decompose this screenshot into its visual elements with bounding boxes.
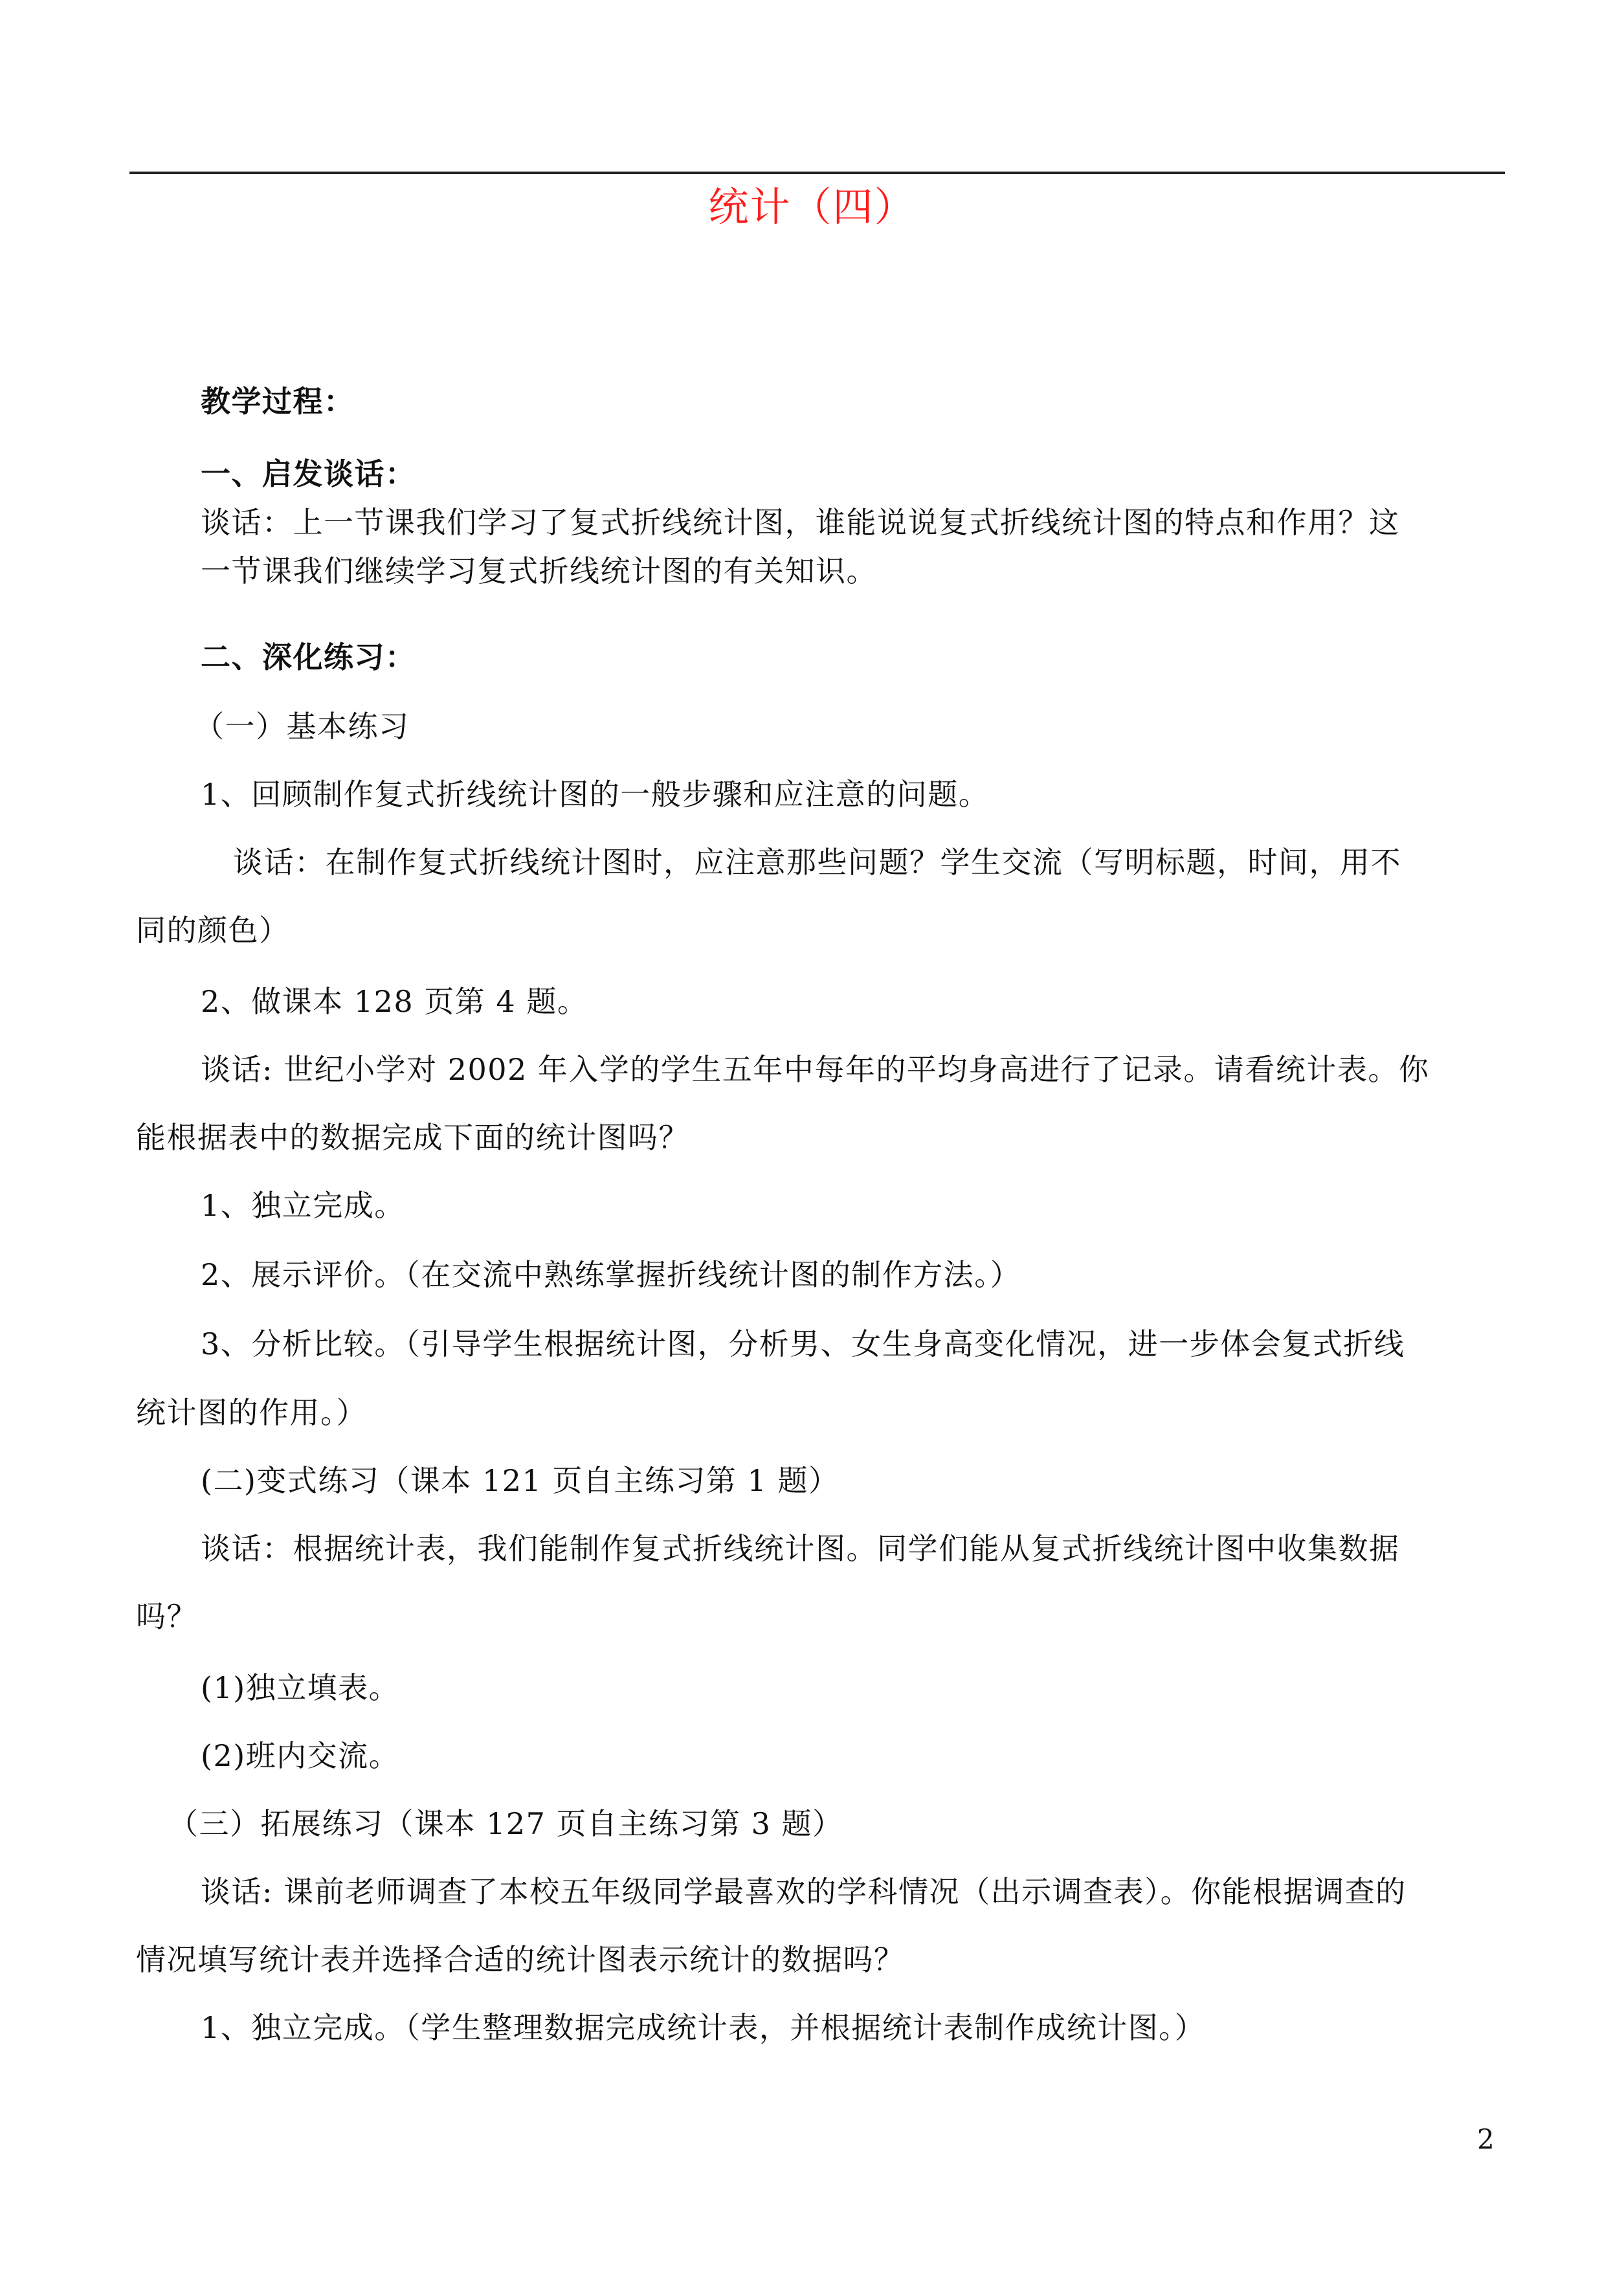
heading-teaching-process: 教学过程：	[201, 384, 355, 419]
paragraph-line: 3、分析比较。（引导学生根据统计图，分析男、女生身高变化情况，进一步体会复式折线	[201, 1326, 1405, 1361]
heading-section-two: 二、深化练习：	[201, 640, 416, 675]
page-number: 2	[1477, 2123, 1495, 2155]
paragraph-line: 2、展示评价。（在交流中熟练掌握折线统计图的制作方法。）	[201, 1257, 1021, 1292]
subheading-variant-practice: (二)变式练习（课本 121 页自主练习第 1 题）	[201, 1463, 840, 1498]
paragraph-line: 谈话：根据统计表，我们能制作复式折线统计图。同学们能从复式折线统计图中收集数据	[201, 1531, 1400, 1566]
paragraph-line: (2)班内交流。	[201, 1738, 400, 1773]
paragraph-line: (1)独立填表。	[201, 1670, 400, 1705]
paragraph-line: 谈话: 课前老师调查了本校五年级同学最喜欢的学科情况（出示调查表）。你能根据调查的	[201, 1874, 1407, 1909]
paragraph-line: 1、独立完成。（学生整理数据完成统计表，并根据统计表制作成统计图。）	[201, 2010, 1206, 2045]
paragraph-line: 谈话：上一节课我们学习了复式折线统计图，谁能说说复式折线统计图的特点和作用？这	[201, 505, 1400, 540]
heading-section-one: 一、启发谈话：	[201, 456, 416, 491]
paragraph-line: 能根据表中的数据完成下面的统计图吗？	[136, 1120, 689, 1155]
header-rule	[129, 172, 1505, 174]
subheading-basic-practice: （一）基本练习	[194, 709, 410, 744]
paragraph-line: 同的颜色）	[136, 913, 290, 948]
paragraph-line: 谈话：在制作复式折线统计图时，应注意那些问题？学生交流（写明标题，时间，用不	[233, 845, 1401, 880]
paragraph-line: 吗？	[136, 1599, 197, 1634]
paragraph-line: 情况填写统计表并选择合适的统计图表示统计的数据吗？	[136, 1942, 905, 1977]
paragraph-line: 1、回顾制作复式折线统计图的一般步骤和应注意的问题。	[201, 777, 990, 812]
subheading-extension-practice: （三）拓展练习（课本 127 页自主练习第 3 题）	[168, 1806, 843, 1841]
paragraph-line: 1、独立完成。	[201, 1188, 405, 1223]
paragraph-line: 谈话: 世纪小学对 2002 年入学的学生五年中每年的平均身高进行了记录。请看统计表。你	[201, 1052, 1430, 1087]
paragraph-line: 2、做课本 128 页第 4 题。	[201, 984, 588, 1019]
document-title: 统计（四）	[708, 183, 916, 230]
paragraph-line: 一节课我们继续学习复式折线统计图的有关知识。	[201, 554, 877, 588]
paragraph-line: 统计图的作用。）	[136, 1395, 367, 1430]
